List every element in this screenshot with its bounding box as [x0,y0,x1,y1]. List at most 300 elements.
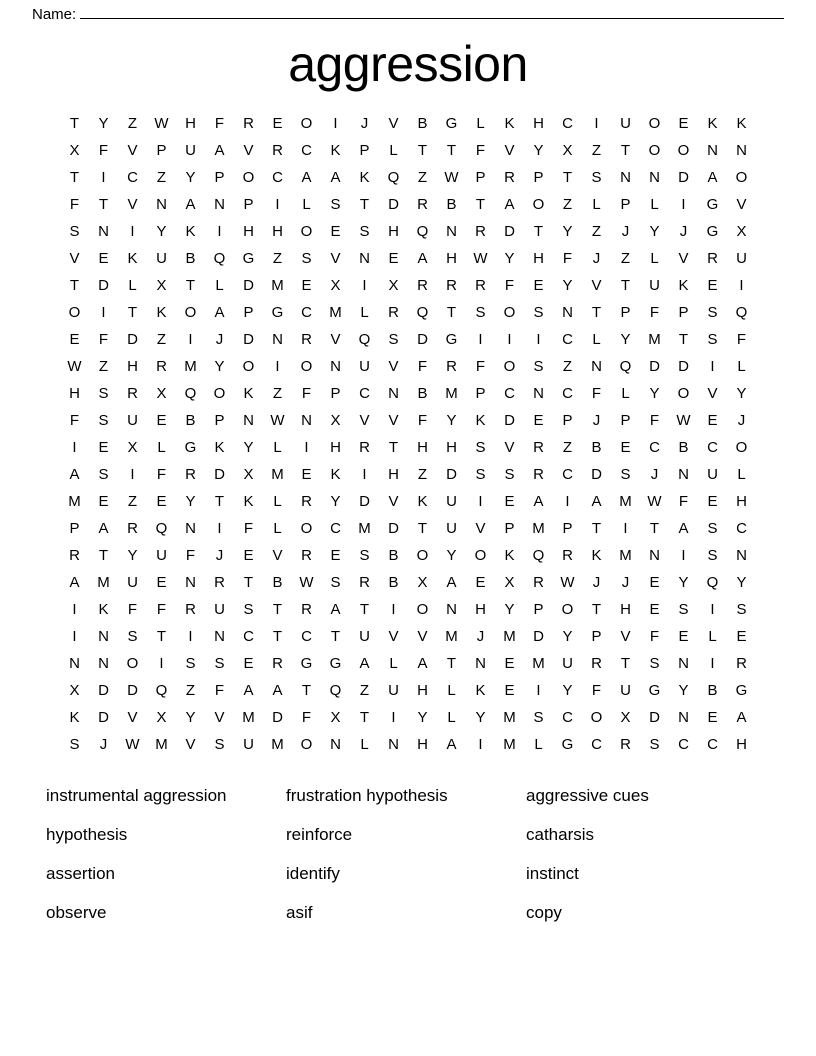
grid-cell[interactable]: J [737,412,746,429]
grid-cell[interactable]: L [737,466,746,483]
grid-cell[interactable]: I [72,439,77,456]
grid-cell[interactable]: U [707,466,718,483]
grid-cell[interactable]: N [185,574,196,591]
grid-cell[interactable]: M [445,385,458,402]
grid-cell[interactable]: R [301,331,312,348]
grid-cell[interactable]: B [417,385,428,402]
grid-cell[interactable]: K [417,493,428,510]
grid-cell[interactable]: Z [156,169,167,186]
grid-cell[interactable]: L [621,385,630,402]
grid-cell[interactable]: F [504,277,515,294]
grid-cell[interactable]: S [301,250,312,267]
grid-cell[interactable]: T [69,115,80,132]
grid-cell[interactable]: Y [185,169,196,186]
grid-cell[interactable]: I [362,277,367,294]
grid-cell[interactable]: H [533,250,544,267]
grid-cell[interactable]: Z [417,466,428,483]
grid-cell[interactable]: D [243,277,254,294]
grid-cell[interactable]: K [243,385,254,402]
word-list-item[interactable]: identify [286,864,340,883]
grid-cell[interactable]: C [301,628,312,645]
grid-cell[interactable]: Y [446,547,457,564]
grid-cell[interactable]: N [678,709,689,726]
grid-cell[interactable]: M [155,736,168,753]
grid-cell[interactable]: E [98,250,109,267]
grid-cell[interactable]: Z [98,358,109,375]
grid-cell[interactable]: E [388,250,399,267]
grid-cell[interactable]: Q [706,574,719,591]
grid-cell[interactable]: I [333,115,338,132]
grid-cell[interactable]: M [619,493,632,510]
grid-cell[interactable]: G [648,682,661,699]
grid-cell[interactable]: L [737,358,746,375]
grid-cell[interactable]: S [330,196,341,213]
grid-cell[interactable]: E [707,412,718,429]
grid-cell[interactable]: J [679,223,688,240]
grid-cell[interactable]: E [504,493,515,510]
grid-cell[interactable]: Q [532,547,545,564]
grid-cell[interactable]: B [272,574,283,591]
grid-cell[interactable]: R [127,385,138,402]
grid-cell[interactable]: Z [562,358,573,375]
grid-cell[interactable]: S [69,736,80,753]
grid-cell[interactable]: R [388,304,399,321]
grid-cell[interactable]: E [330,547,341,564]
grid-cell[interactable]: I [101,169,106,186]
grid-cell[interactable]: V [330,250,341,267]
grid-cell[interactable]: H [330,439,341,456]
grid-cell[interactable]: D [127,331,138,348]
grid-cell[interactable]: R [127,520,138,537]
grid-cell[interactable]: K [214,439,225,456]
grid-cell[interactable]: Y [649,385,660,402]
grid-cell[interactable]: L [650,196,659,213]
grid-cell[interactable]: A [330,169,341,186]
grid-cell[interactable]: W [299,574,314,591]
grid-cell[interactable]: I [594,115,599,132]
grid-cell[interactable]: F [214,115,225,132]
grid-cell[interactable]: C [736,520,747,537]
grid-cell[interactable]: S [243,601,254,618]
grid-cell[interactable]: L [273,493,282,510]
grid-cell[interactable]: M [242,709,255,726]
grid-cell[interactable]: R [475,223,486,240]
grid-cell[interactable]: H [69,385,80,402]
grid-cell[interactable]: X [388,277,399,294]
grid-cell[interactable]: I [478,331,483,348]
grid-cell[interactable]: Y [562,277,573,294]
grid-cell[interactable]: S [475,466,486,483]
grid-cell[interactable]: Q [619,358,632,375]
grid-cell[interactable]: R [533,439,544,456]
grid-cell[interactable]: I [391,601,396,618]
word-list-item[interactable]: copy [526,903,562,922]
grid-cell[interactable]: X [504,574,515,591]
grid-cell[interactable]: T [185,277,196,294]
grid-cell[interactable]: I [478,493,483,510]
grid-cell[interactable]: E [707,493,718,510]
grid-cell[interactable]: P [678,304,689,321]
grid-cell[interactable]: R [707,250,718,267]
grid-cell[interactable]: E [475,574,486,591]
grid-cell[interactable]: F [301,385,312,402]
grid-cell[interactable]: H [736,493,747,510]
grid-cell[interactable]: K [736,115,747,132]
grid-cell[interactable]: A [446,574,457,591]
grid-cell[interactable]: R [504,169,515,186]
grid-cell[interactable]: F [736,331,747,348]
grid-cell[interactable]: V [707,385,718,402]
grid-cell[interactable]: I [507,331,512,348]
grid-cell[interactable]: T [417,142,428,159]
grid-cell[interactable]: O [416,547,429,564]
grid-cell[interactable]: Z [562,439,573,456]
grid-cell[interactable]: A [185,196,196,213]
grid-cell[interactable]: E [678,628,689,645]
grid-cell[interactable]: Q [184,385,197,402]
grid-cell[interactable]: F [649,412,660,429]
grid-cell[interactable]: S [69,223,80,240]
grid-cell[interactable]: N [98,628,109,645]
grid-cell[interactable]: I [188,628,193,645]
grid-cell[interactable]: A [214,304,225,321]
word-list-item[interactable]: frustration hypothesis [286,786,448,805]
grid-cell[interactable]: Z [156,331,167,348]
grid-cell[interactable]: U [127,412,138,429]
grid-cell[interactable]: J [215,547,224,564]
grid-cell[interactable]: S [98,466,109,483]
grid-cell[interactable]: G [329,655,342,672]
grid-cell[interactable]: R [185,601,196,618]
grid-cell[interactable]: L [476,115,485,132]
grid-cell[interactable]: A [736,709,747,726]
word-list-item[interactable]: aggressive cues [526,786,649,805]
grid-cell[interactable]: P [533,601,544,618]
grid-cell[interactable]: Q [155,520,168,537]
grid-cell[interactable]: S [533,358,544,375]
grid-cell[interactable]: P [69,520,80,537]
grid-cell[interactable]: O [590,709,603,726]
grid-cell[interactable]: L [273,520,282,537]
grid-cell[interactable]: T [475,196,486,213]
grid-cell[interactable]: X [156,385,167,402]
grid-cell[interactable]: Y [330,493,341,510]
grid-cell[interactable]: W [560,574,575,591]
grid-cell[interactable]: G [445,115,458,132]
grid-cell[interactable]: Y [446,412,457,429]
grid-cell[interactable]: S [707,304,718,321]
grid-cell[interactable]: H [417,439,428,456]
grid-cell[interactable]: A [533,493,544,510]
grid-cell[interactable]: U [156,250,167,267]
grid-cell[interactable]: I [478,736,483,753]
grid-cell[interactable]: T [98,547,109,564]
grid-cell[interactable]: F [156,601,167,618]
grid-cell[interactable]: N [591,358,602,375]
grid-cell[interactable]: P [359,142,370,159]
grid-cell[interactable]: M [184,358,197,375]
grid-cell[interactable]: R [533,466,544,483]
grid-cell[interactable]: S [504,466,515,483]
word-list-item[interactable]: observe [46,903,107,922]
grid-cell[interactable]: G [706,223,719,240]
grid-cell[interactable]: N [214,196,225,213]
grid-cell[interactable]: U [620,115,631,132]
grid-cell[interactable]: T [69,169,80,186]
grid-cell[interactable]: L [708,628,717,645]
grid-cell[interactable]: G [706,196,719,213]
grid-cell[interactable]: P [562,520,573,537]
grid-cell[interactable]: P [620,196,631,213]
grid-cell[interactable]: O [474,547,487,564]
grid-cell[interactable]: Y [185,493,196,510]
grid-cell[interactable]: N [388,736,399,753]
grid-cell[interactable]: P [620,304,631,321]
grid-cell[interactable]: D [446,466,457,483]
grid-cell[interactable]: V [388,493,399,510]
grid-cell[interactable]: I [275,196,280,213]
grid-cell[interactable]: F [475,358,486,375]
grid-cell[interactable]: E [243,655,254,672]
grid-cell[interactable]: H [620,601,631,618]
grid-cell[interactable]: D [533,628,544,645]
grid-cell[interactable]: Y [736,385,747,402]
grid-cell[interactable]: T [446,142,457,159]
grid-cell[interactable]: A [69,466,80,483]
grid-cell[interactable]: Y [98,115,109,132]
grid-cell[interactable]: Y [243,439,254,456]
grid-cell[interactable]: P [214,169,225,186]
grid-cell[interactable]: G [271,304,284,321]
grid-cell[interactable]: X [156,709,167,726]
grid-cell[interactable]: V [388,115,399,132]
grid-cell[interactable]: T [620,142,631,159]
grid-cell[interactable]: F [417,412,428,429]
grid-cell[interactable]: E [98,439,109,456]
grid-cell[interactable]: S [214,655,225,672]
grid-cell[interactable]: N [156,196,167,213]
grid-cell[interactable]: M [271,466,284,483]
grid-cell[interactable]: R [272,142,283,159]
grid-cell[interactable]: H [388,466,399,483]
grid-cell[interactable]: T [330,628,341,645]
grid-cell[interactable]: C [359,385,370,402]
grid-cell[interactable]: L [273,439,282,456]
name-write-line[interactable] [80,4,784,19]
grid-cell[interactable]: F [649,628,660,645]
grid-cell[interactable]: R [475,277,486,294]
grid-cell[interactable]: Q [358,331,371,348]
grid-cell[interactable]: F [185,547,196,564]
grid-cell[interactable]: Y [562,223,573,240]
grid-cell[interactable]: O [300,520,313,537]
grid-cell[interactable]: S [678,601,689,618]
grid-cell[interactable]: U [214,601,225,618]
grid-cell[interactable]: N [446,223,457,240]
grid-cell[interactable]: H [272,223,283,240]
grid-cell[interactable]: V [678,250,689,267]
grid-cell[interactable]: N [620,169,631,186]
grid-cell[interactable]: B [417,115,428,132]
grid-cell[interactable]: K [504,547,515,564]
grid-cell[interactable]: X [243,466,254,483]
grid-cell[interactable]: G [561,736,574,753]
grid-cell[interactable]: T [301,682,312,699]
grid-cell[interactable]: E [243,547,254,564]
grid-cell[interactable]: I [159,655,164,672]
grid-cell[interactable]: V [591,277,602,294]
grid-cell[interactable]: F [156,466,167,483]
grid-cell[interactable]: F [243,520,254,537]
grid-cell[interactable]: P [330,385,341,402]
grid-cell[interactable]: V [214,709,225,726]
grid-cell[interactable]: S [533,304,544,321]
grid-cell[interactable]: P [475,169,486,186]
grid-cell[interactable]: G [242,250,255,267]
grid-cell[interactable]: X [330,709,341,726]
grid-cell[interactable]: M [619,547,632,564]
grid-cell[interactable]: F [98,142,109,159]
grid-cell[interactable]: J [592,574,601,591]
grid-cell[interactable]: M [503,736,516,753]
grid-cell[interactable]: M [532,520,545,537]
grid-cell[interactable]: Y [156,223,167,240]
grid-cell[interactable]: A [591,493,602,510]
grid-cell[interactable]: P [562,412,573,429]
grid-cell[interactable]: N [243,412,254,429]
grid-cell[interactable]: Y [504,601,515,618]
grid-cell[interactable]: I [304,439,309,456]
grid-cell[interactable]: V [388,412,399,429]
grid-cell[interactable]: S [533,709,544,726]
grid-cell[interactable]: P [620,412,631,429]
grid-cell[interactable]: V [388,628,399,645]
grid-cell[interactable]: E [156,493,167,510]
grid-cell[interactable]: V [736,196,747,213]
grid-cell[interactable]: W [154,115,169,132]
grid-cell[interactable]: O [648,115,661,132]
grid-cell[interactable]: C [330,520,341,537]
grid-cell[interactable]: V [417,628,428,645]
grid-cell[interactable]: P [243,304,254,321]
grid-cell[interactable]: U [359,628,370,645]
grid-cell[interactable]: U [185,142,196,159]
grid-cell[interactable]: Q [329,682,342,699]
grid-cell[interactable]: Z [591,223,602,240]
grid-cell[interactable]: O [300,358,313,375]
grid-cell[interactable]: L [360,736,369,753]
grid-cell[interactable]: K [127,250,138,267]
grid-cell[interactable]: T [446,304,457,321]
grid-cell[interactable]: Q [416,304,429,321]
grid-cell[interactable]: V [620,628,631,645]
grid-cell[interactable]: X [69,142,80,159]
grid-cell[interactable]: L [534,736,543,753]
grid-cell[interactable]: O [300,736,313,753]
grid-cell[interactable]: I [188,331,193,348]
grid-cell[interactable]: M [97,574,110,591]
grid-cell[interactable]: B [446,196,457,213]
grid-cell[interactable]: Y [678,682,689,699]
grid-cell[interactable]: O [242,358,255,375]
grid-cell[interactable]: D [649,358,660,375]
grid-cell[interactable]: C [562,385,573,402]
grid-cell[interactable]: O [561,601,574,618]
grid-cell[interactable]: C [707,439,718,456]
grid-cell[interactable]: P [591,628,602,645]
grid-cell[interactable]: H [388,223,399,240]
grid-cell[interactable]: W [125,736,140,753]
grid-cell[interactable]: E [533,277,544,294]
grid-cell[interactable]: I [710,655,715,672]
grid-cell[interactable]: L [157,439,166,456]
grid-cell[interactable]: N [214,628,225,645]
grid-cell[interactable]: Q [213,250,226,267]
grid-cell[interactable]: N [185,520,196,537]
grid-cell[interactable]: X [562,142,573,159]
grid-cell[interactable]: C [127,169,138,186]
grid-cell[interactable]: A [330,601,341,618]
grid-cell[interactable]: V [127,709,138,726]
grid-cell[interactable]: O [416,601,429,618]
grid-cell[interactable]: O [300,223,313,240]
grid-cell[interactable]: K [330,466,341,483]
grid-cell[interactable]: V [243,142,254,159]
grid-cell[interactable]: G [300,655,313,672]
grid-cell[interactable]: C [562,331,573,348]
grid-cell[interactable]: N [359,250,370,267]
grid-cell[interactable]: K [678,277,689,294]
grid-cell[interactable]: K [243,493,254,510]
grid-cell[interactable]: R [417,196,428,213]
grid-cell[interactable]: T [214,493,225,510]
grid-cell[interactable]: F [678,493,689,510]
grid-cell[interactable]: K [475,412,486,429]
grid-cell[interactable]: L [592,331,601,348]
grid-cell[interactable]: V [475,520,486,537]
grid-cell[interactable]: R [272,655,283,672]
grid-cell[interactable]: S [98,412,109,429]
grid-cell[interactable]: D [678,358,689,375]
grid-cell[interactable]: L [389,142,398,159]
grid-cell[interactable]: P [156,142,167,159]
grid-cell[interactable]: I [362,466,367,483]
grid-cell[interactable]: E [649,601,660,618]
grid-cell[interactable]: F [69,196,80,213]
grid-cell[interactable]: V [127,142,138,159]
grid-cell[interactable]: P [504,520,515,537]
grid-cell[interactable]: I [130,223,135,240]
grid-cell[interactable]: A [504,196,515,213]
grid-cell[interactable]: N [678,466,689,483]
word-list-item[interactable]: reinforce [286,825,353,844]
grid-cell[interactable]: R [417,277,428,294]
grid-cell[interactable]: R [446,277,457,294]
grid-cell[interactable]: Z [272,385,283,402]
grid-cell[interactable]: A [69,574,80,591]
grid-cell[interactable]: I [739,277,744,294]
grid-cell[interactable]: I [391,709,396,726]
grid-cell[interactable]: V [330,331,341,348]
grid-cell[interactable]: I [217,223,222,240]
grid-cell[interactable]: K [504,115,515,132]
grid-cell[interactable]: K [69,709,80,726]
grid-cell[interactable]: T [272,628,283,645]
grid-cell[interactable]: O [503,358,516,375]
grid-cell[interactable]: I [565,493,570,510]
grid-cell[interactable]: S [359,547,370,564]
grid-cell[interactable]: I [101,304,106,321]
